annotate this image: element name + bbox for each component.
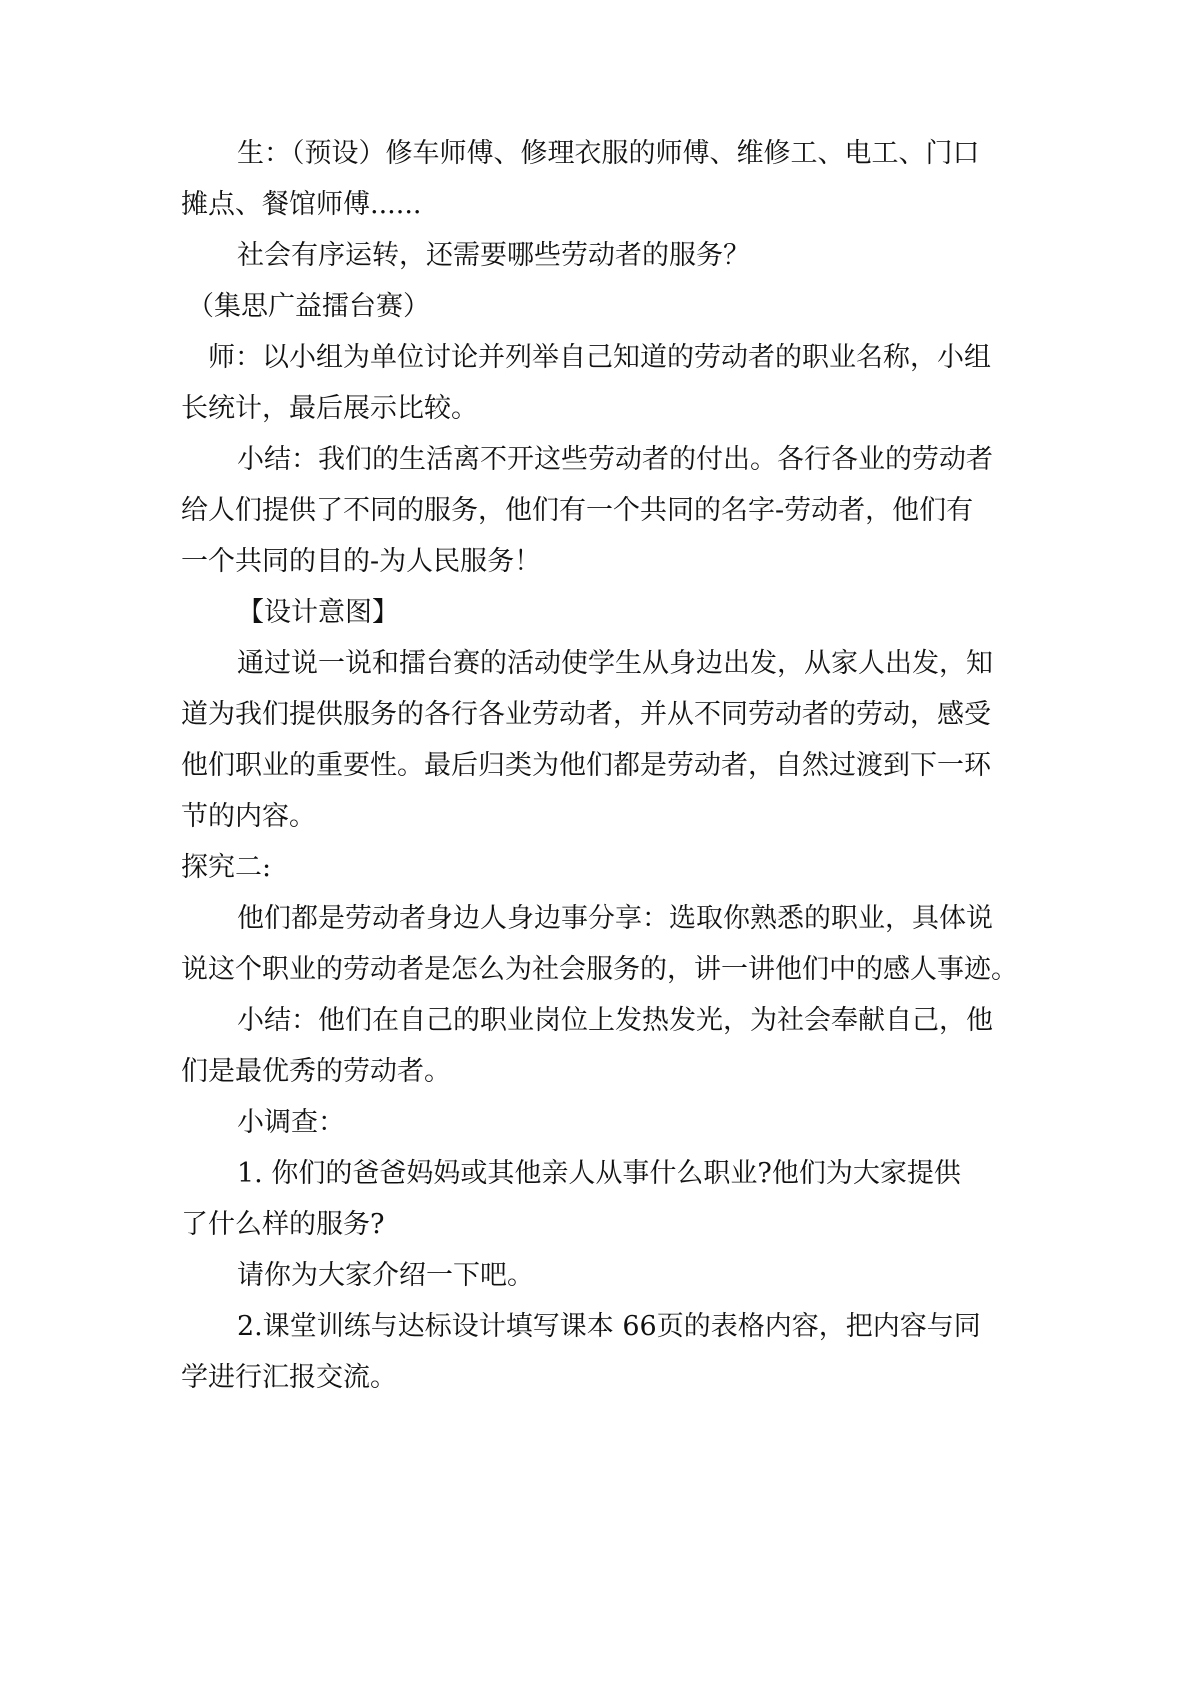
text-line: 摊点、餐馆师傅......: [181, 189, 422, 220]
text-line: 生：（预设）修车师傅、修理衣服的师傅、维修工、电工、门口: [237, 138, 980, 169]
text-line: 社会有序运转，还需要哪些劳动者的服务？: [237, 240, 750, 271]
section-heading: 【设计意图】: [237, 597, 399, 628]
text-line: 请你为大家介绍一下吧。: [237, 1260, 534, 1291]
text-line: 小结：他们在自己的职业岗位上发热发光，为社会奉献自己，他: [237, 1005, 993, 1036]
text-line: 长统计，最后展示比较。: [181, 393, 478, 424]
text-line: 师：以小组为单位讨论并列举自己知道的劳动者的职业名称，小组: [208, 342, 991, 373]
text-line: 他们都是劳动者身边人身边事分享：选取你熟悉的职业，具体说: [237, 903, 993, 934]
text-line: 们是最优秀的劳动者。: [181, 1056, 451, 1087]
text-line: 道为我们提供服务的各行各业劳动者，并从不同劳动者的劳动，感受: [181, 699, 991, 730]
text-line: 小结：我们的生活离不开这些劳动者的付出。各行各业的劳动者: [237, 444, 993, 475]
text-line: 了什么样的服务?: [181, 1209, 385, 1240]
text-line: 小调查：: [237, 1107, 345, 1138]
list-item: 1. 你们的爸爸妈妈或其他亲人从事什么职业?他们为大家提供: [237, 1158, 961, 1189]
list-item: 2.课堂训练与达标设计填写课本 66页的表格内容，把内容与同: [237, 1311, 981, 1342]
text-line: 通过说一说和擂台赛的活动使学生从身边出发，从家人出发，知: [237, 648, 993, 679]
text-line: 节的内容。: [181, 801, 316, 832]
text-line: 说这个职业的劳动者是怎么为社会服务的，讲一讲他们中的感人事迹。: [181, 954, 1018, 985]
text-line: 学进行汇报交流。: [181, 1362, 397, 1393]
text-line: （集思广益擂台赛）: [187, 291, 430, 322]
text-line: 一个共同的目的-为人民服务！: [181, 546, 542, 577]
text-line: 他们职业的重要性。最后归类为他们都是劳动者，自然过渡到下一环: [181, 750, 991, 781]
section-heading: 探究二:: [181, 852, 272, 883]
text-line: 给人们提供了不同的服务，他们有一个共同的名字-劳动者，他们有: [181, 495, 974, 526]
